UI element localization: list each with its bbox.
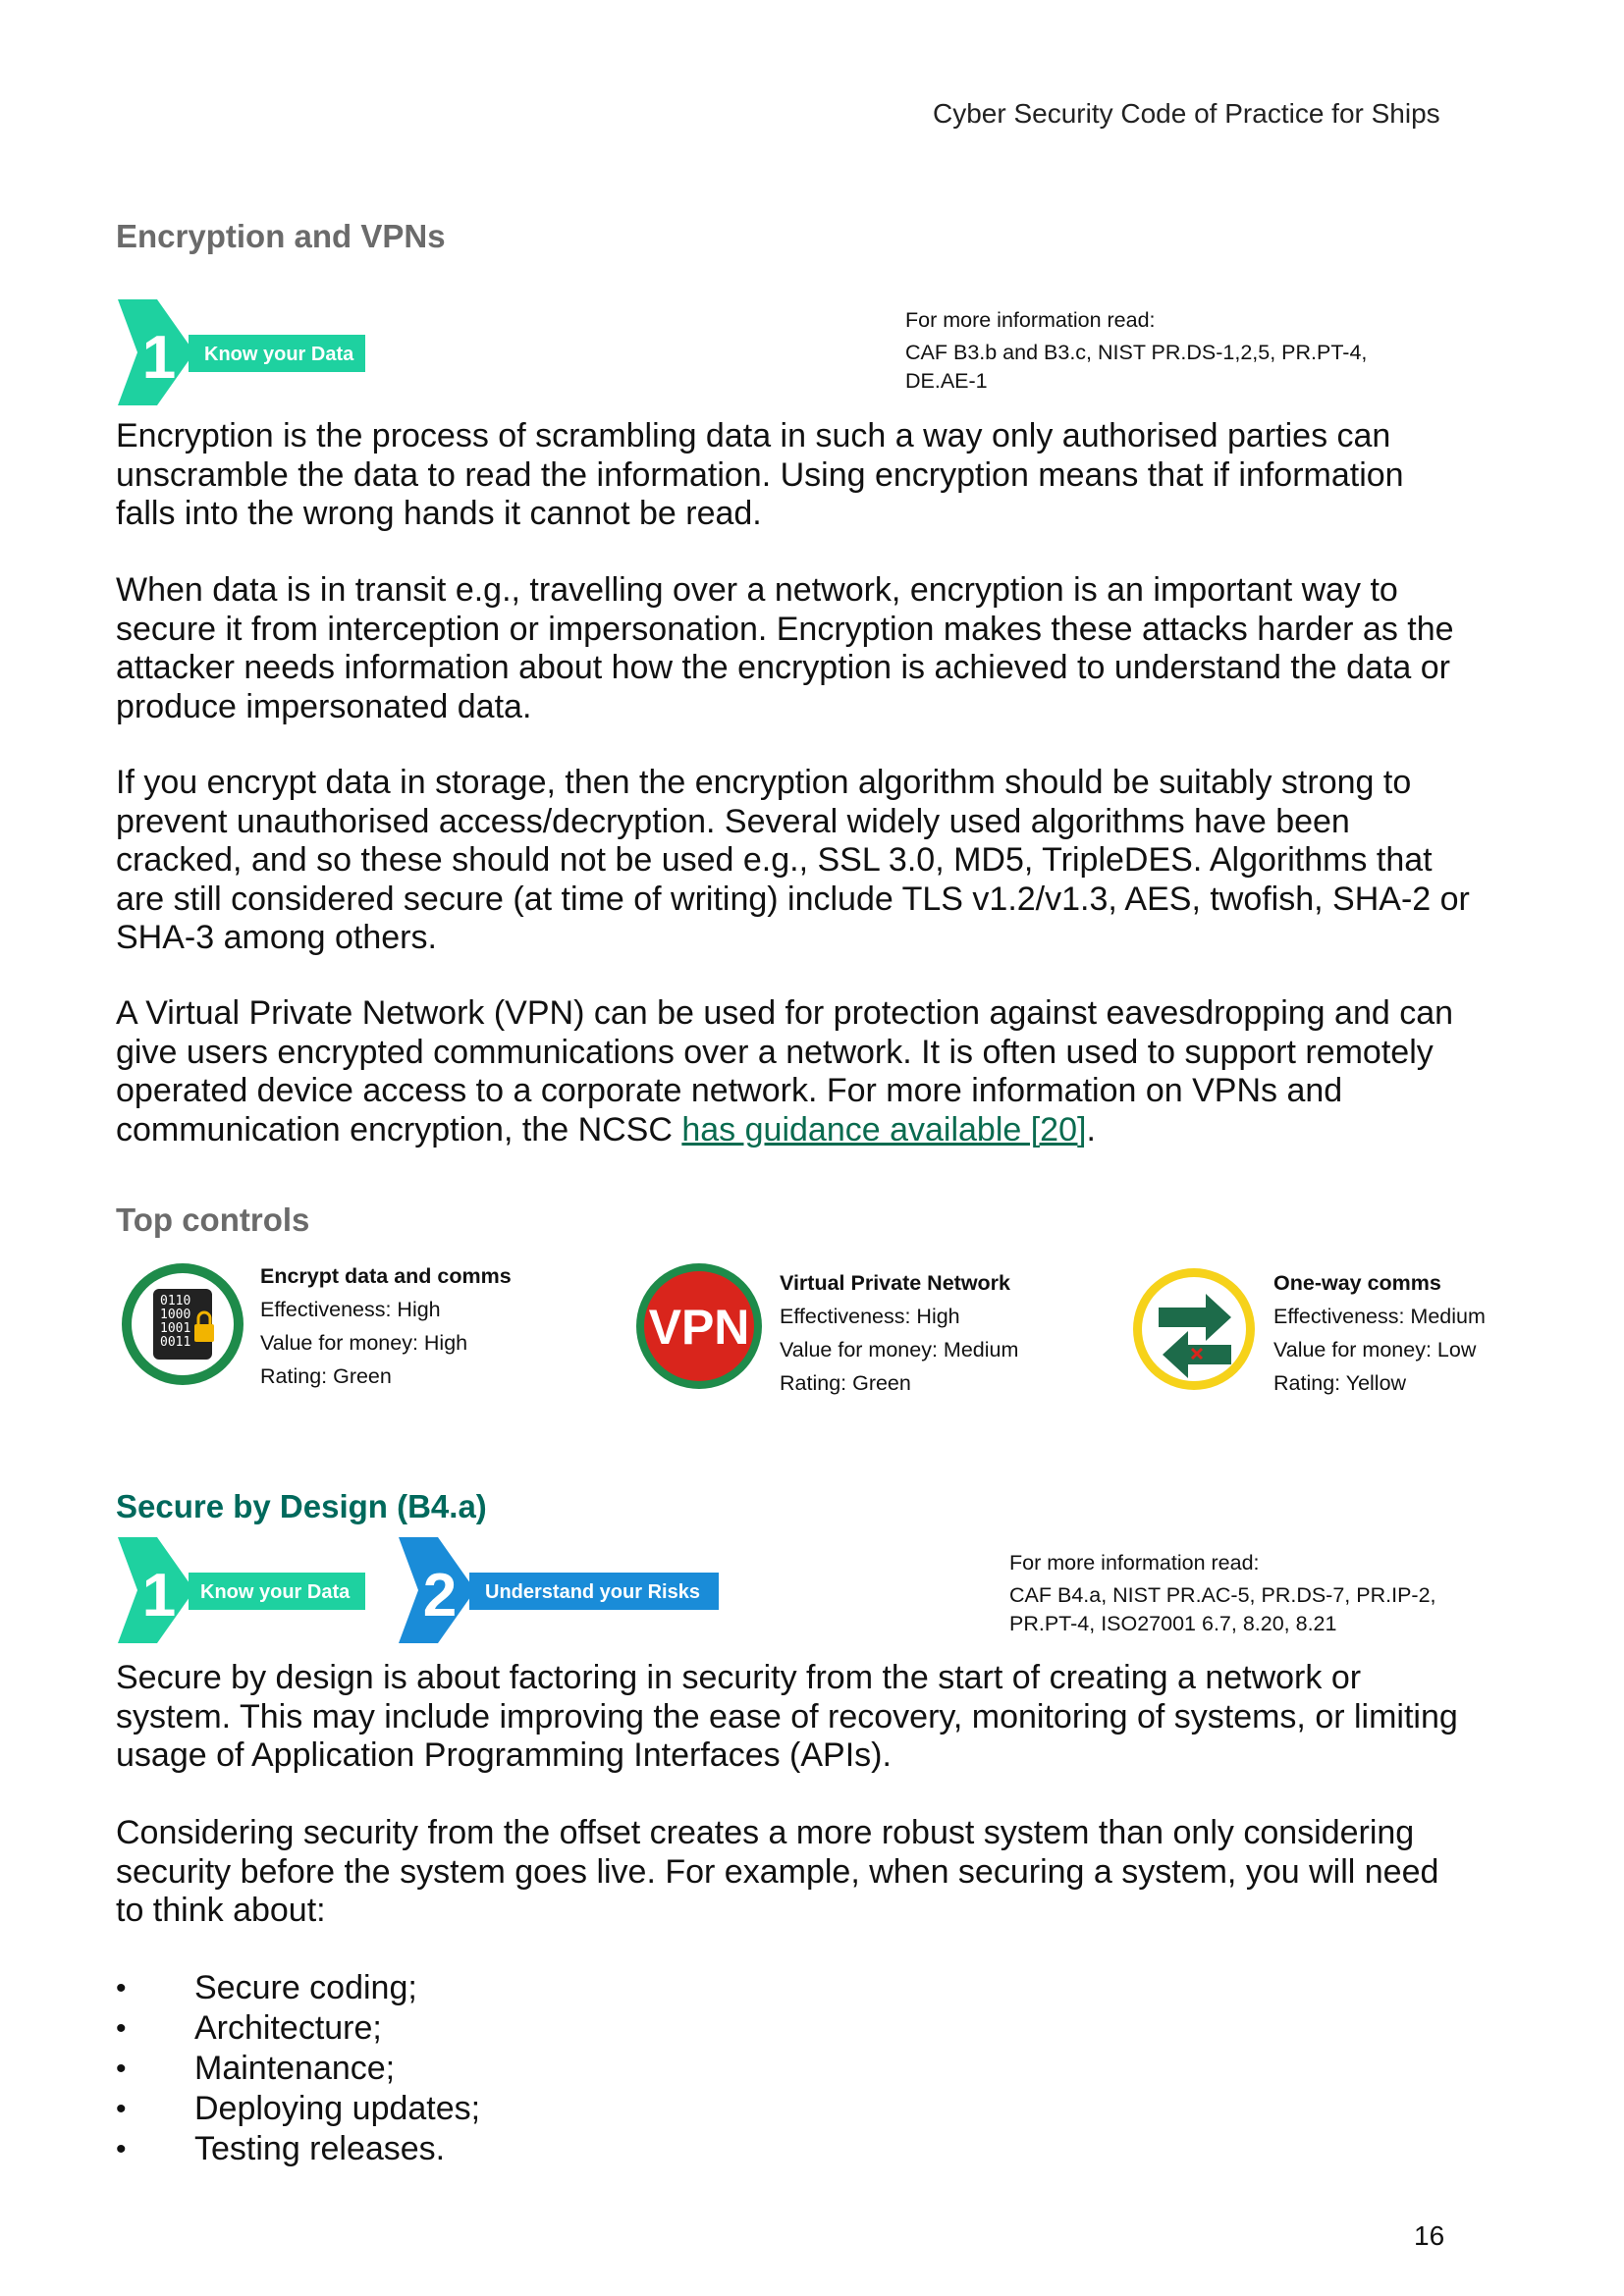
running-header: Cyber Security Code of Practice for Ships (933, 98, 1440, 129)
list-item: • Architecture; (116, 2008, 480, 2049)
paragraph-secure-by-design: Secure by design is about factoring in security from the start of creating a network or system. This may include improving the ease of recovery, monitoring of systems, or limiting usage of Application Programming Interfaces (APIs). (116, 1659, 1458, 1774)
vpn-icon-text: VPN (648, 1300, 750, 1355)
page-number: 16 (1414, 2220, 1445, 2251)
section-heading-encryption: Encryption and VPNs (116, 218, 446, 254)
badge-label: Understand your Risks (485, 1581, 700, 1603)
vpn-icon (632, 1259, 766, 1393)
control-rating: Rating: Green (260, 1364, 392, 1388)
bullet-list (116, 1968, 480, 2169)
section-heading-secure-by-design: Secure by Design (B4.a) (116, 1488, 487, 1524)
control-value-for-money: Value for money: Medium (780, 1338, 1019, 1362)
ncsc-guidance-link[interactable]: has guidance available [20] (681, 1110, 1087, 1148)
control-encrypt-data (260, 1259, 512, 1393)
control-effectiveness: Effectiveness: Medium (1273, 1305, 1486, 1328)
control-effectiveness: Effectiveness: High (780, 1305, 960, 1328)
paragraph-vpn (116, 994, 1471, 1149)
more-info-references: CAF B3.b and B3.c, NIST PR.DS-1,2,5, PR.PT-4, DE.AE-1 (905, 341, 1368, 393)
svg-text:0011: 0011 (160, 1335, 191, 1350)
vpn-paragraph-end: . (1086, 1110, 1096, 1148)
list-item: • Secure coding; (116, 1968, 480, 2008)
top-controls-heading: Top controls (116, 1201, 310, 1238)
paragraph-data-in-transit: When data is in transit e.g., travelling over a network, encryption is an important way to secure it from interception or impersonation. Encryption makes these attacks harder as the attacker needs information about how the encryption is achieved to understand the data or produce impersonated data. (116, 571, 1454, 725)
control-vpn (780, 1266, 1018, 1400)
know-your-data-badge (118, 299, 373, 405)
badge-number: 2 (422, 1562, 458, 1629)
more-info-references: CAF B4.a, NIST PR.AC-5, PR.DS-7, PR.IP-2, PR.PT-4, ISO27001 6.7, 8.20, 8.21 (1009, 1583, 1436, 1635)
control-value-for-money: Value for money: Low (1273, 1338, 1477, 1362)
svg-text:1001: 1001 (160, 1321, 191, 1336)
list-item: • Deploying updates; (116, 2089, 480, 2129)
control-rating: Rating: Yellow (1273, 1371, 1407, 1395)
control-rating: Rating: Green (780, 1371, 911, 1395)
paragraph-data-in-storage: If you encrypt data in storage, then the encryption algorithm should be suitably strong to prevent unauthorised access/decryption. Several widely used algorithms have been cracked, and so these should not be used e.g., SSL 3.0, MD5, TripleDES. Algorithms that are still considered secure (at time of writing) include TLS v1.2/v1.3, AES, twofish, SHA-2 or SHA-3 among others. (116, 764, 1470, 956)
one-way-comms-icon (1129, 1264, 1259, 1394)
badge-label: Know your Data (204, 344, 354, 365)
know-your-data-badge (118, 1537, 373, 1643)
badge-label: Know your Data (200, 1581, 351, 1603)
more-info-label: For more information read: (1009, 1551, 1260, 1575)
control-title: Virtual Private Network (780, 1271, 1010, 1295)
paragraph-encryption-definition: Encryption is the process of scrambling data in such a way only authorised parties can unscramble the data to read the information. Using encryption means that if information falls into the wrong hands it cannot be read. (116, 417, 1404, 532)
understand-your-risks-badge (399, 1537, 723, 1643)
control-title: One-way comms (1273, 1271, 1441, 1295)
badge-number: 1 (141, 1562, 177, 1629)
paragraph-security-from-offset: Considering security from the offset creates a more robust system than only considering security before the system goes live. For example, when securing a system, you will need to think about: (116, 1814, 1439, 1929)
vpn-paragraph-text: A Virtual Private Network (VPN) can be used for protection against eavesdropping and can give users encrypted communications over a network. It is often used to support remotely operated device access to a corporate network. For more information on VPNs and communication encryption, the NCSC (116, 994, 1454, 1148)
encrypted-data-icon (118, 1259, 247, 1389)
list-item: • Maintenance; (116, 2049, 480, 2089)
list-item: • Testing releases. (116, 2129, 480, 2169)
more-info-block (1009, 1549, 1471, 1638)
more-info-label: For more information read: (905, 308, 1156, 332)
svg-text:1000: 1000 (160, 1308, 191, 1322)
svg-text:0110: 0110 (160, 1294, 191, 1308)
control-one-way-comms (1273, 1266, 1486, 1400)
badge-number: 1 (141, 324, 177, 392)
control-title: Encrypt data and comms (260, 1264, 512, 1288)
control-value-for-money: Value for money: High (260, 1331, 468, 1355)
control-effectiveness: Effectiveness: High (260, 1298, 441, 1321)
more-info-block (905, 306, 1416, 396)
